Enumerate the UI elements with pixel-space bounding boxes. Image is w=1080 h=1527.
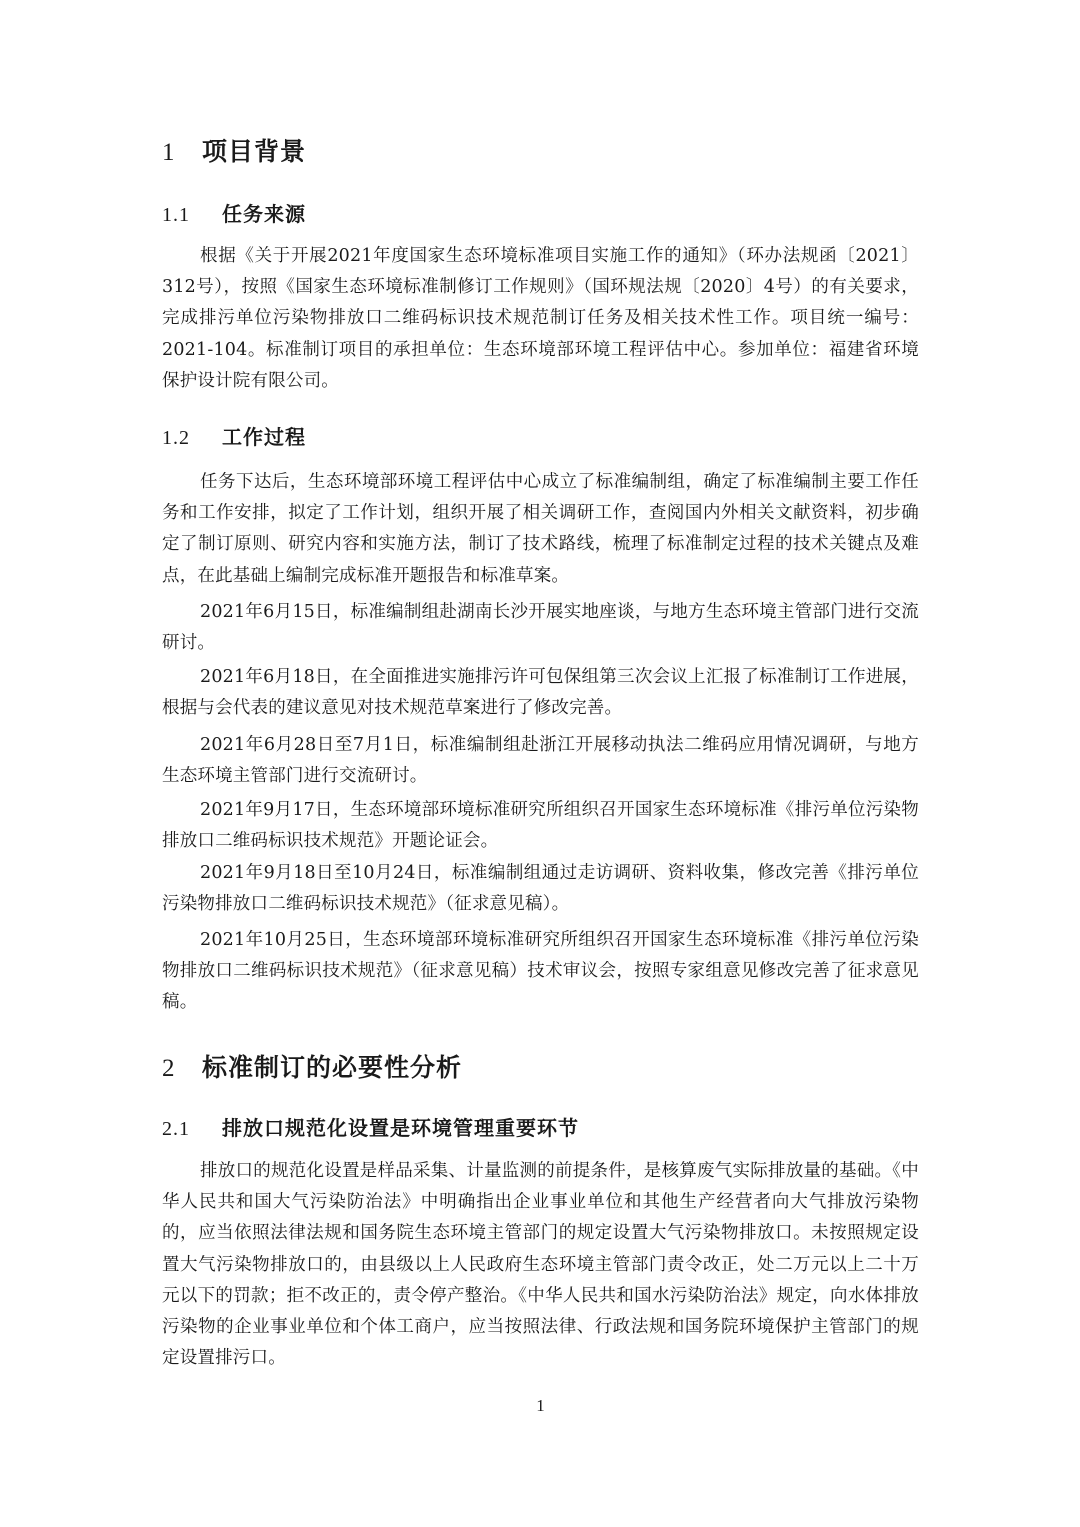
paragraph: 2021年6月28日至7月1日，标准编制组赴浙江开展移动执法二维码应用情况调研，与地方生态环境主管部门进行交流研讨。	[162, 735, 919, 787]
subsection-heading-1-2	[162, 421, 306, 450]
section-heading-2	[162, 1048, 462, 1084]
paragraph: 任务下达后，生态环境部环境工程评估中心成立了标准编制组，确定了标准编制主要工作任务和工作安排，拟定了工作计划，组织开展了相关调研工作，查阅国内外相关文献资料，初步确定了制订原则、研究内容和实施方法，制订了技术路线，梳理了标准制定过程的技术关键点及难点，在此基础上编制完成标准开题报告和标准草案。	[162, 472, 919, 586]
subsection-heading-2-1	[162, 1112, 579, 1141]
section-title: 标准制订的必要性分析	[202, 1053, 463, 1082]
section-title: 项目背景	[202, 137, 307, 166]
paragraph: 2021年9月18日至10月24日，标准编制组通过走访调研、资料收集，修改完善《排污单位污染物排放口二维码标识技术规范》（征求意见稿）。	[162, 863, 919, 915]
paragraph: 2021年10月25日，生态环境部环境标准研究所组织召开国家生态环境标准《排污单位污染物排放口二维码标识技术规范》（征求意见稿）技术审议会，按照专家组意见修改完善了征求意见稿。	[162, 930, 919, 1013]
subsection-number: 1.1	[162, 204, 190, 226]
subsection-title: 排放口规范化设置是环境管理重要环节	[222, 1116, 579, 1140]
subsection-title: 工作过程	[222, 425, 306, 449]
subsection-heading-1-1	[162, 198, 306, 227]
section-number: 2	[162, 1055, 176, 1082]
subsection-number: 2.1	[162, 1118, 190, 1140]
document-page	[162, 0, 919, 1527]
section-heading-1	[162, 132, 306, 168]
subsection-title: 任务来源	[222, 202, 306, 226]
paragraph: 2021年9月17日，生态环境部环境标准研究所组织召开国家生态环境标准《排污单位污染物排放口二维码标识技术规范》开题论证会。	[162, 800, 919, 852]
page-number: 1	[536, 1396, 545, 1415]
subsection-number: 1.2	[162, 427, 190, 449]
section-number: 1	[162, 139, 176, 166]
paragraph: 根据《关于开展2021年度国家生态环境标准项目实施工作的通知》（环办法规函〔2021〕312号），按照《国家生态环境标准制修订工作规则》（国环规法规〔2020〕4号）的有关要求，完成排污单位污染物排放口二维码标识技术规范制订任务及相关技术性工作。项目统一编号：2021-104。标准制订项目的承担单位：生态环境部环境工程评估中心。参加单位：福建省环境保护设计院有限公司。	[162, 246, 919, 391]
paragraph: 2021年6月18日，在全面推进实施排污许可包保组第三次会议上汇报了标准制订工作进展，根据与会代表的建议意见对技术规范草案进行了修改完善。	[162, 667, 919, 719]
paragraph: 2021年6月15日，标准编制组赴湖南长沙开展实地座谈，与地方生态环境主管部门进行交流研讨。	[162, 602, 919, 654]
paragraph: 排放口的规范化设置是样品采集、计量监测的前提条件，是核算废气实际排放量的基础。《中华人民共和国大气污染防治法》中明确指出企业事业单位和其他生产经营者向大气排放污染物的，应当依照法律法规和国务院生态环境主管部门的规定设置大气污染物排放口。未按照规定设置大气污染物排放口的，由县级以上人民政府生态环境主管部门责令改正，处二万元以上二十万元以下的罚款；拒不改正的，责令停产整治。《中华人民共和国水污染防治法》规定，向水体排放污染物的企业事业单位和个体工商户，应当按照法律、行政法规和国务院环境保护主管部门的规定设置排污口。	[162, 1161, 919, 1369]
